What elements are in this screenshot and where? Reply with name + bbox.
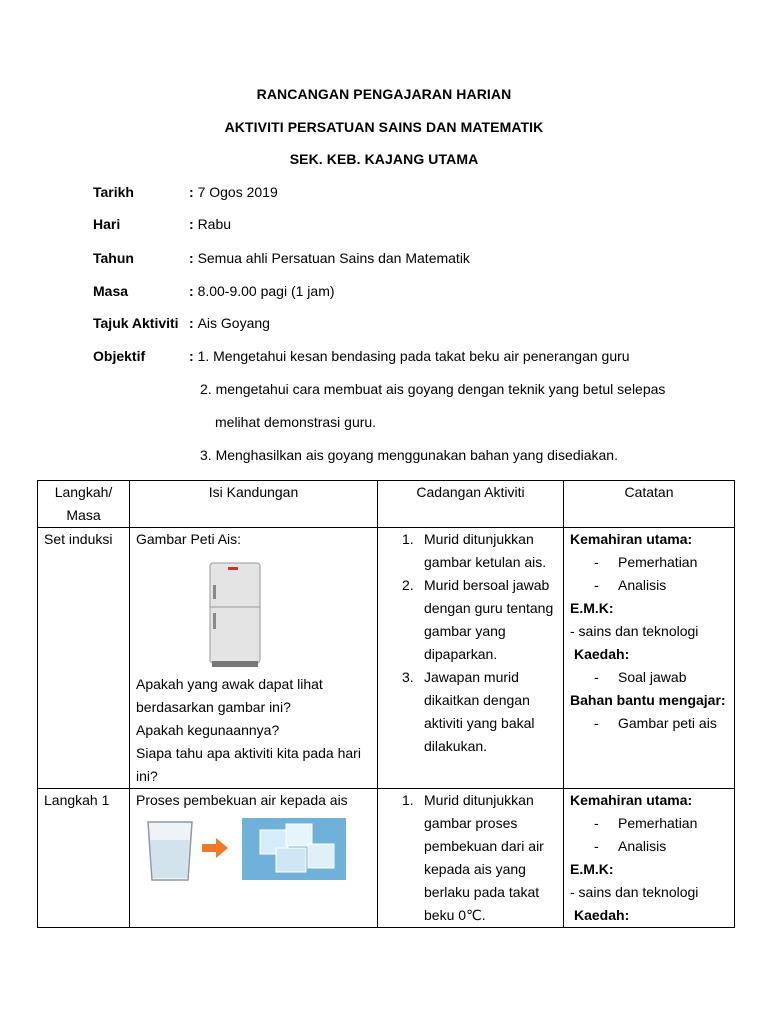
row2-step: Langkah 1	[38, 789, 130, 928]
row2-content	[130, 789, 378, 928]
title-school: SEK. KEB. KAJANG UTAMA	[289, 151, 479, 167]
row1-kemahiran-2: - Analisis	[570, 574, 728, 597]
row2-emk-item: - sains dan teknologi	[570, 884, 699, 900]
row1-kemahiran-1: - Pemerhatian	[570, 551, 728, 574]
row2-kaedah: Kaedah:	[574, 907, 630, 923]
row1-notes	[564, 528, 735, 789]
freezing-process-image	[136, 818, 372, 884]
label-tahun: Tahun	[93, 250, 134, 266]
header-langkah: Langkah/ Masa	[38, 481, 130, 528]
table-row	[38, 528, 735, 789]
value-tarikh: : 7 Ogos 2019	[189, 184, 278, 200]
table-row	[38, 789, 735, 928]
row2-kemahiran: Kemahiran utama:	[570, 792, 693, 808]
row1-content-title: Gambar Peti Ais:	[136, 531, 242, 547]
label-tarikh: Tarikh	[93, 184, 134, 200]
value-hari: : Rabu	[189, 216, 232, 232]
row2-kemahiran-2: - Analisis	[570, 835, 728, 858]
row1-kaedah-1: - Soal jawab	[570, 666, 728, 689]
row1-kemahiran: Kemahiran utama:	[570, 531, 693, 547]
label-objektif: Objektif	[93, 348, 146, 364]
objektif-2a: 2. mengetahui cara membuat ais goyang dengan teknik yang betul selepas	[200, 381, 666, 397]
objektif-3: 3. Menghasilkan ais goyang menggunakan bahan yang disediakan.	[200, 447, 618, 463]
list-item: 1. Murid ditunjukkan gambar proses pembekuan dari air kepada ais yang berlaku pada takat beku 0℃.	[402, 792, 544, 923]
row1-kaedah: Kaedah:	[574, 646, 630, 662]
value-tajuk: : Ais Goyang	[189, 315, 270, 331]
row1-activities	[378, 528, 564, 789]
row2-notes	[564, 789, 735, 928]
hari-text: Rabu	[197, 216, 232, 232]
row1-emk: E.M.K:	[570, 600, 614, 616]
label-masa: Masa	[93, 283, 129, 299]
objektif-2b: melihat demonstrasi guru.	[215, 414, 377, 430]
tahun-text: Semua ahli Persatuan Sains dan Matematik	[197, 250, 470, 266]
list-item: 1. Murid ditunjukkan gambar ketulan ais.	[402, 531, 547, 570]
tarikh-text: 7 Ogos 2019	[197, 184, 278, 200]
row1-activity-2: Murid bersoal jawab dengan guru tentang gambar yang dipaparkan.	[424, 577, 554, 662]
value-objektif-1: : 1. Mengetahui kesan bendasing pada takat beku air penerangan guru	[189, 348, 630, 364]
row2-emk: E.M.K:	[570, 861, 614, 877]
value-masa: : 8.00-9.00 pagi (1 jam)	[189, 283, 335, 299]
row1-bahan: Bahan bantu mengajar:	[570, 692, 726, 708]
row2-activity-1: Murid ditunjukkan gambar proses pembekuan dari air kepada ais yang berlaku pada takat beku 0℃.	[424, 792, 544, 923]
title-activity: AKTIVITI PERSATUAN SAINS DAN MATEMATIK	[224, 119, 544, 135]
label-hari: Hari	[93, 216, 121, 232]
row1-question-3: Siapa tahu apa aktiviti kita pada hari ini?	[136, 745, 361, 784]
label-tajuk: Tajuk Aktiviti	[93, 315, 179, 331]
list-item: 2. Murid bersoal jawab dengan guru tentang gambar yang dipaparkan.	[402, 577, 554, 662]
row1-step: Set induksi	[38, 528, 130, 789]
row1-content	[130, 528, 378, 789]
row1-question-2: Apakah kegunaannya?	[136, 722, 280, 738]
row2-activities	[378, 789, 564, 928]
table-header-row	[38, 481, 735, 528]
objektif-1-text: 1. Mengetahui kesan bendasing pada takat beku air penerangan guru	[197, 348, 630, 364]
row1-question-1: Apakah yang awak dapat lihat berdasarkan gambar ini?	[136, 676, 323, 715]
row1-emk-item: - sains dan teknologi	[570, 623, 699, 639]
row2-content-title: Proses pembekuan air kepada ais	[136, 792, 348, 808]
header-cadangan: Cadangan Aktiviti	[378, 481, 564, 528]
row1-activity-1: Murid ditunjukkan gambar ketulan ais.	[424, 531, 547, 570]
header-catatan: Catatan	[564, 481, 735, 528]
row1-bahan-1: - Gambar peti ais	[570, 712, 728, 735]
row1-activity-3: Jawapan murid dikaitkan dengan aktiviti yang bakal dilakukan.	[424, 669, 535, 754]
row2-kemahiran-1: - Pemerhatian	[570, 812, 728, 835]
masa-text: 8.00-9.00 pagi (1 jam)	[197, 283, 335, 299]
fridge-image	[136, 557, 372, 669]
value-tahun: : Semua ahli Persatuan Sains dan Matematik	[189, 250, 470, 266]
header-isi: Isi Kandungan	[130, 481, 378, 528]
title-rph: RANCANGAN PENGAJARAN HARIAN	[256, 86, 512, 102]
lesson-table	[37, 480, 735, 928]
tajuk-text: Ais Goyang	[197, 315, 270, 331]
list-item: 3. Jawapan murid dikaitkan dengan aktiviti yang bakal dilakukan.	[402, 669, 535, 754]
